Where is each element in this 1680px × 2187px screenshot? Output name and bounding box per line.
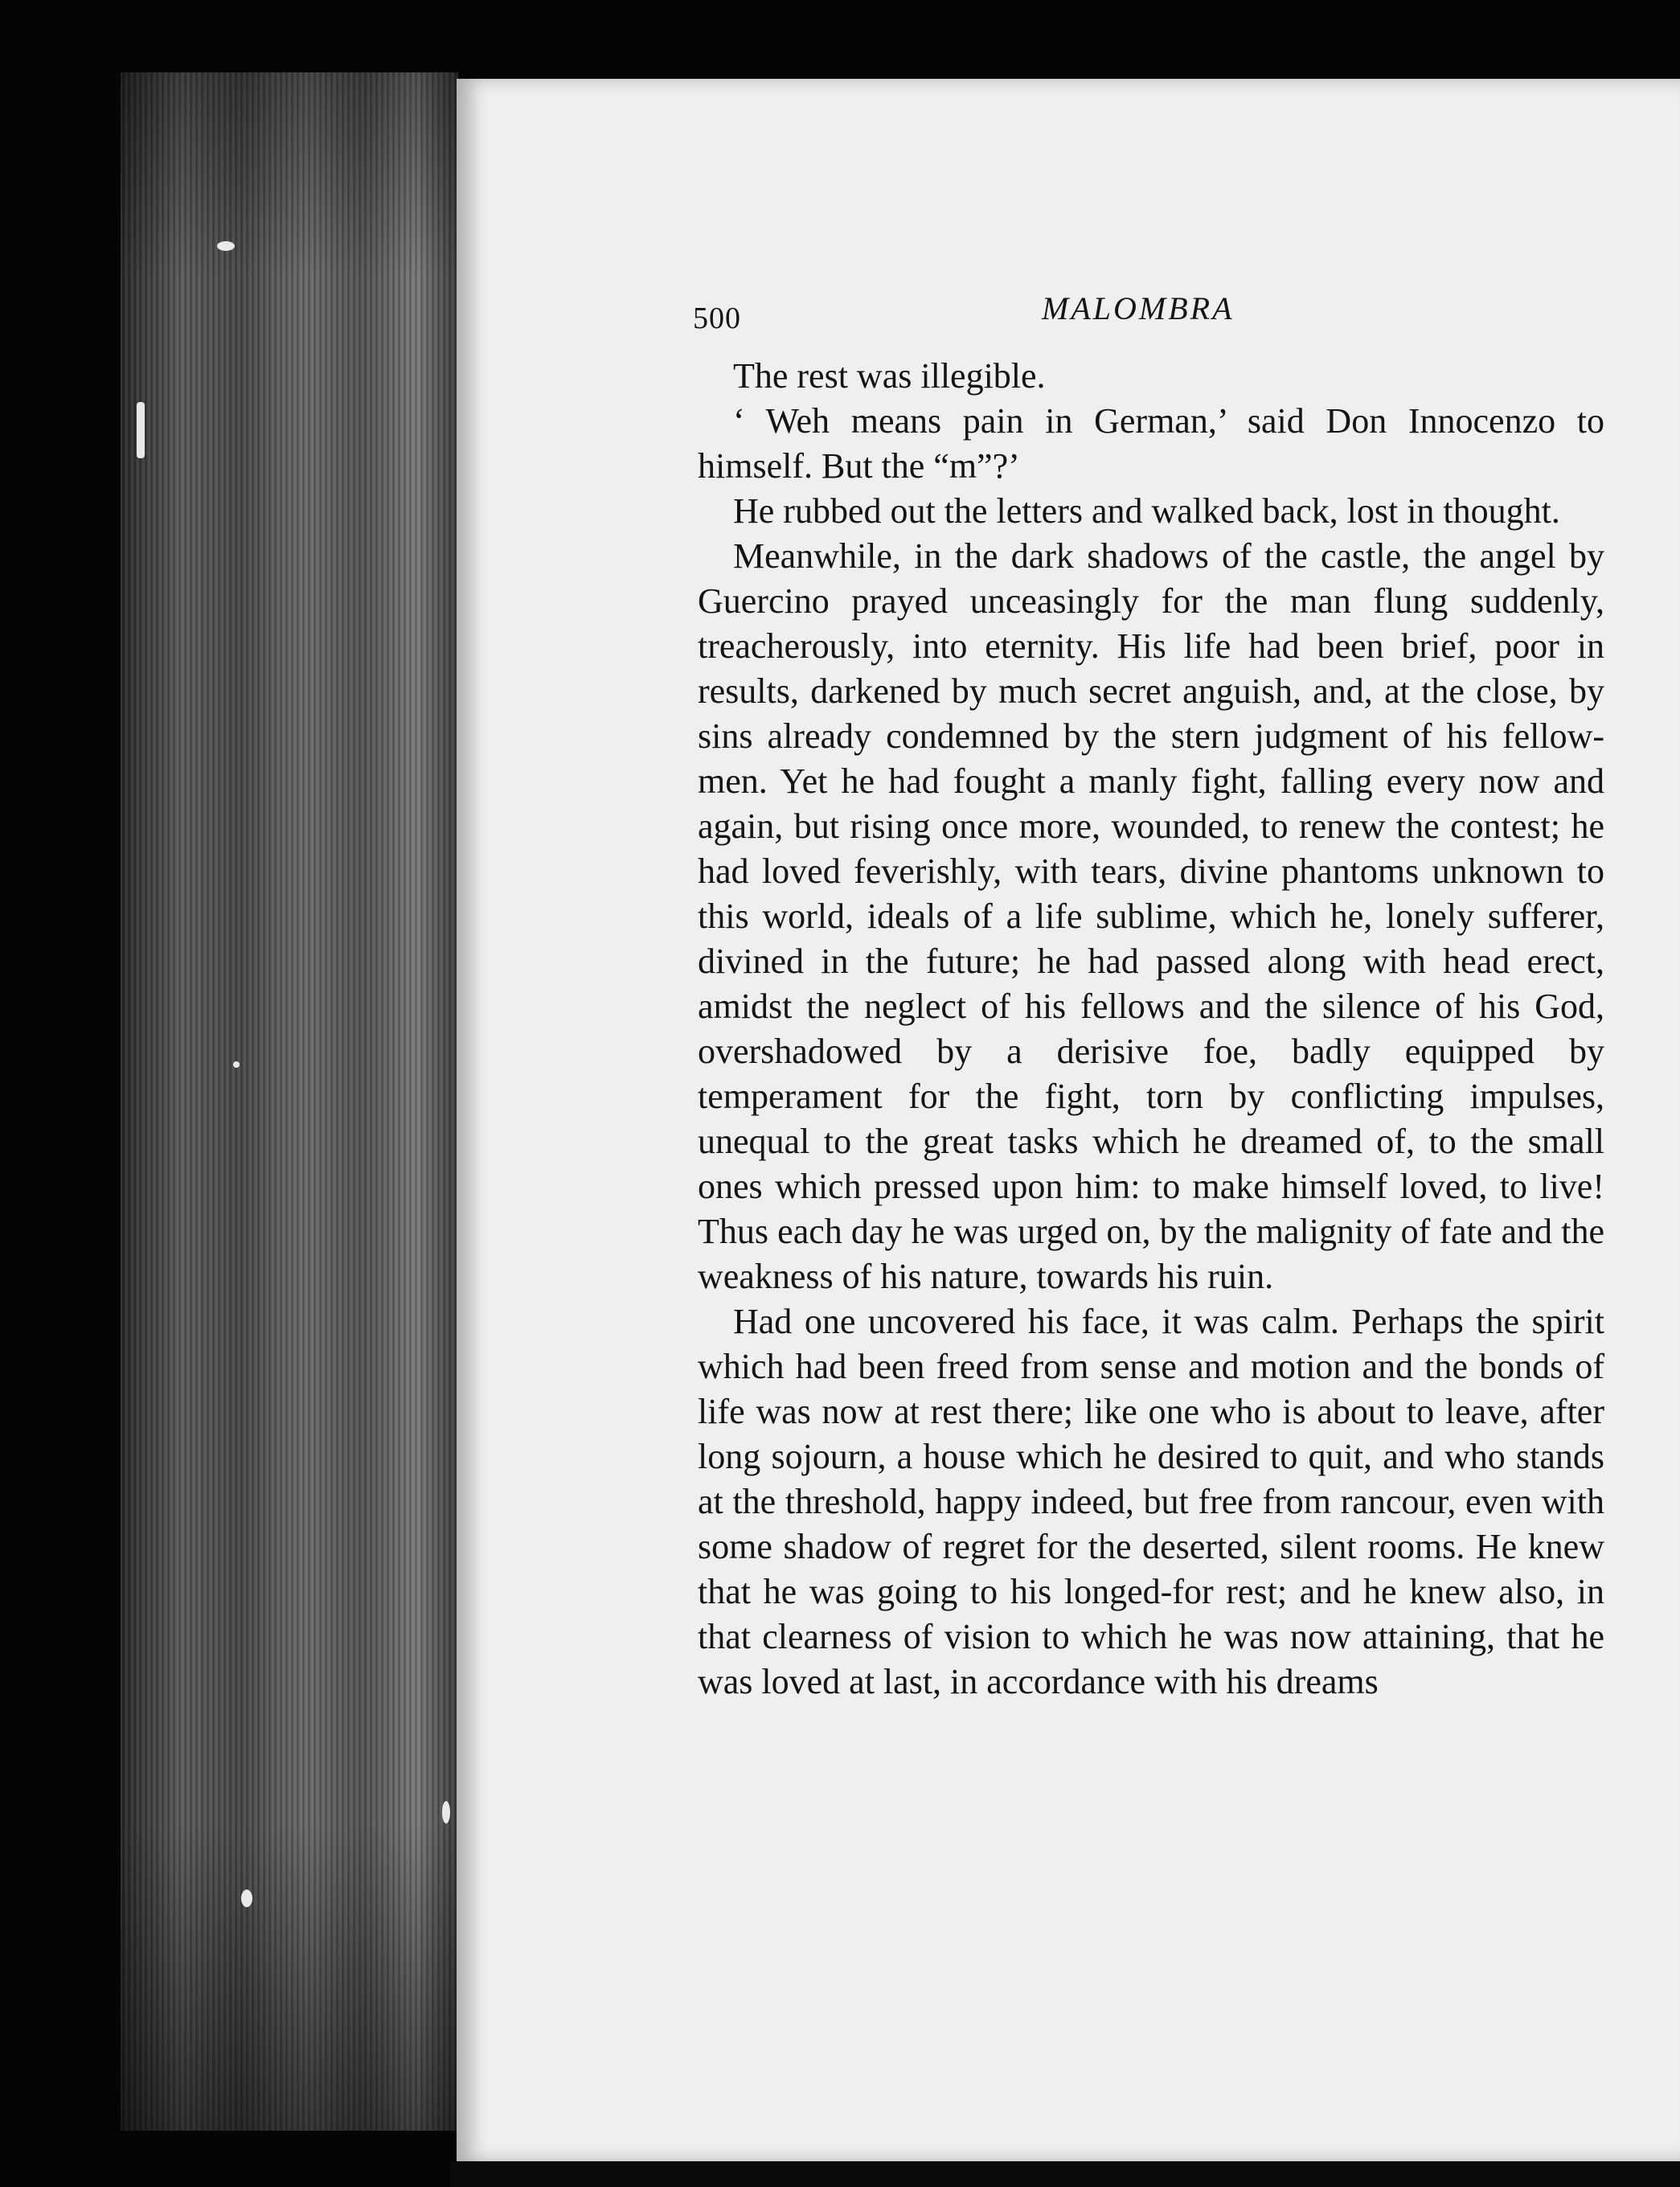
paragraph: Had one uncovered his face, it was calm. Perhaps the spirit which had been freed from sense and motion and the bonds of life was now at rest there; like one who is about to leave, after long sojourn, a house which he desired to quit, and who stands at the threshold, happy indeed, but free from rancour, even with some shadow of regret for the deserted, silent rooms. He knew that he was going to his longed-for rest; and he knew also, in that clearness of vision to which he was now attaining, that he was loved at last, in accordance with his dreams <box>698 1302 1604 1701</box>
dust-speck <box>241 1890 252 1907</box>
paragraph: ‘ Weh means pain in German,’ said Don Innocenzo to himself. But the “m”?’ <box>698 401 1604 486</box>
paragraph: The rest was illegible. <box>733 356 1046 396</box>
dust-speck <box>137 402 145 458</box>
body-text <box>698 354 1604 1705</box>
page-number: 500 <box>693 302 741 335</box>
paragraph: Meanwhile, in the dark shadows of the castle, the angel by Guercino prayed unceasingly for the man flung suddenly, treacherously, into eternity. His life had been brief, poor in results, darkened by much secret anguish, and, at the close, by sins already condemned by the stern judgment of his fellow-men. Yet he had fought a manly fight, falling every now and again, but rising once more, wounded, to renew the contest; he had loved feverishly, with tears, divine phantoms unknown to this world, ideals of a life sublime, which he, lonely sufferer, divined in the future; he had passed along with head erect, amidst the neglect of his fellows and the silence of his God, overshadowed by a derisive foe, badly equipped by temperament for the fight, torn by conflicting impulses, unequal to the great tasks which he dreamed of, to the small ones which pressed upon him: to make himself loved, to live! Thus each day he was urged on, by the malignity of fate and the weakness of his nature, towards his ruin. <box>698 536 1604 1296</box>
dust-speck <box>217 241 235 251</box>
dust-speck <box>442 1801 450 1824</box>
paragraph: He rubbed out the letters and walked back, lost in thought. <box>733 491 1560 531</box>
scan-bottom-edge <box>450 2161 1680 2187</box>
book-page-edges <box>121 72 458 2131</box>
running-head <box>693 289 1256 338</box>
dust-speck <box>233 1061 240 1068</box>
edge-shading <box>121 72 458 2131</box>
book-title: MALOMBRA <box>1042 290 1235 326</box>
